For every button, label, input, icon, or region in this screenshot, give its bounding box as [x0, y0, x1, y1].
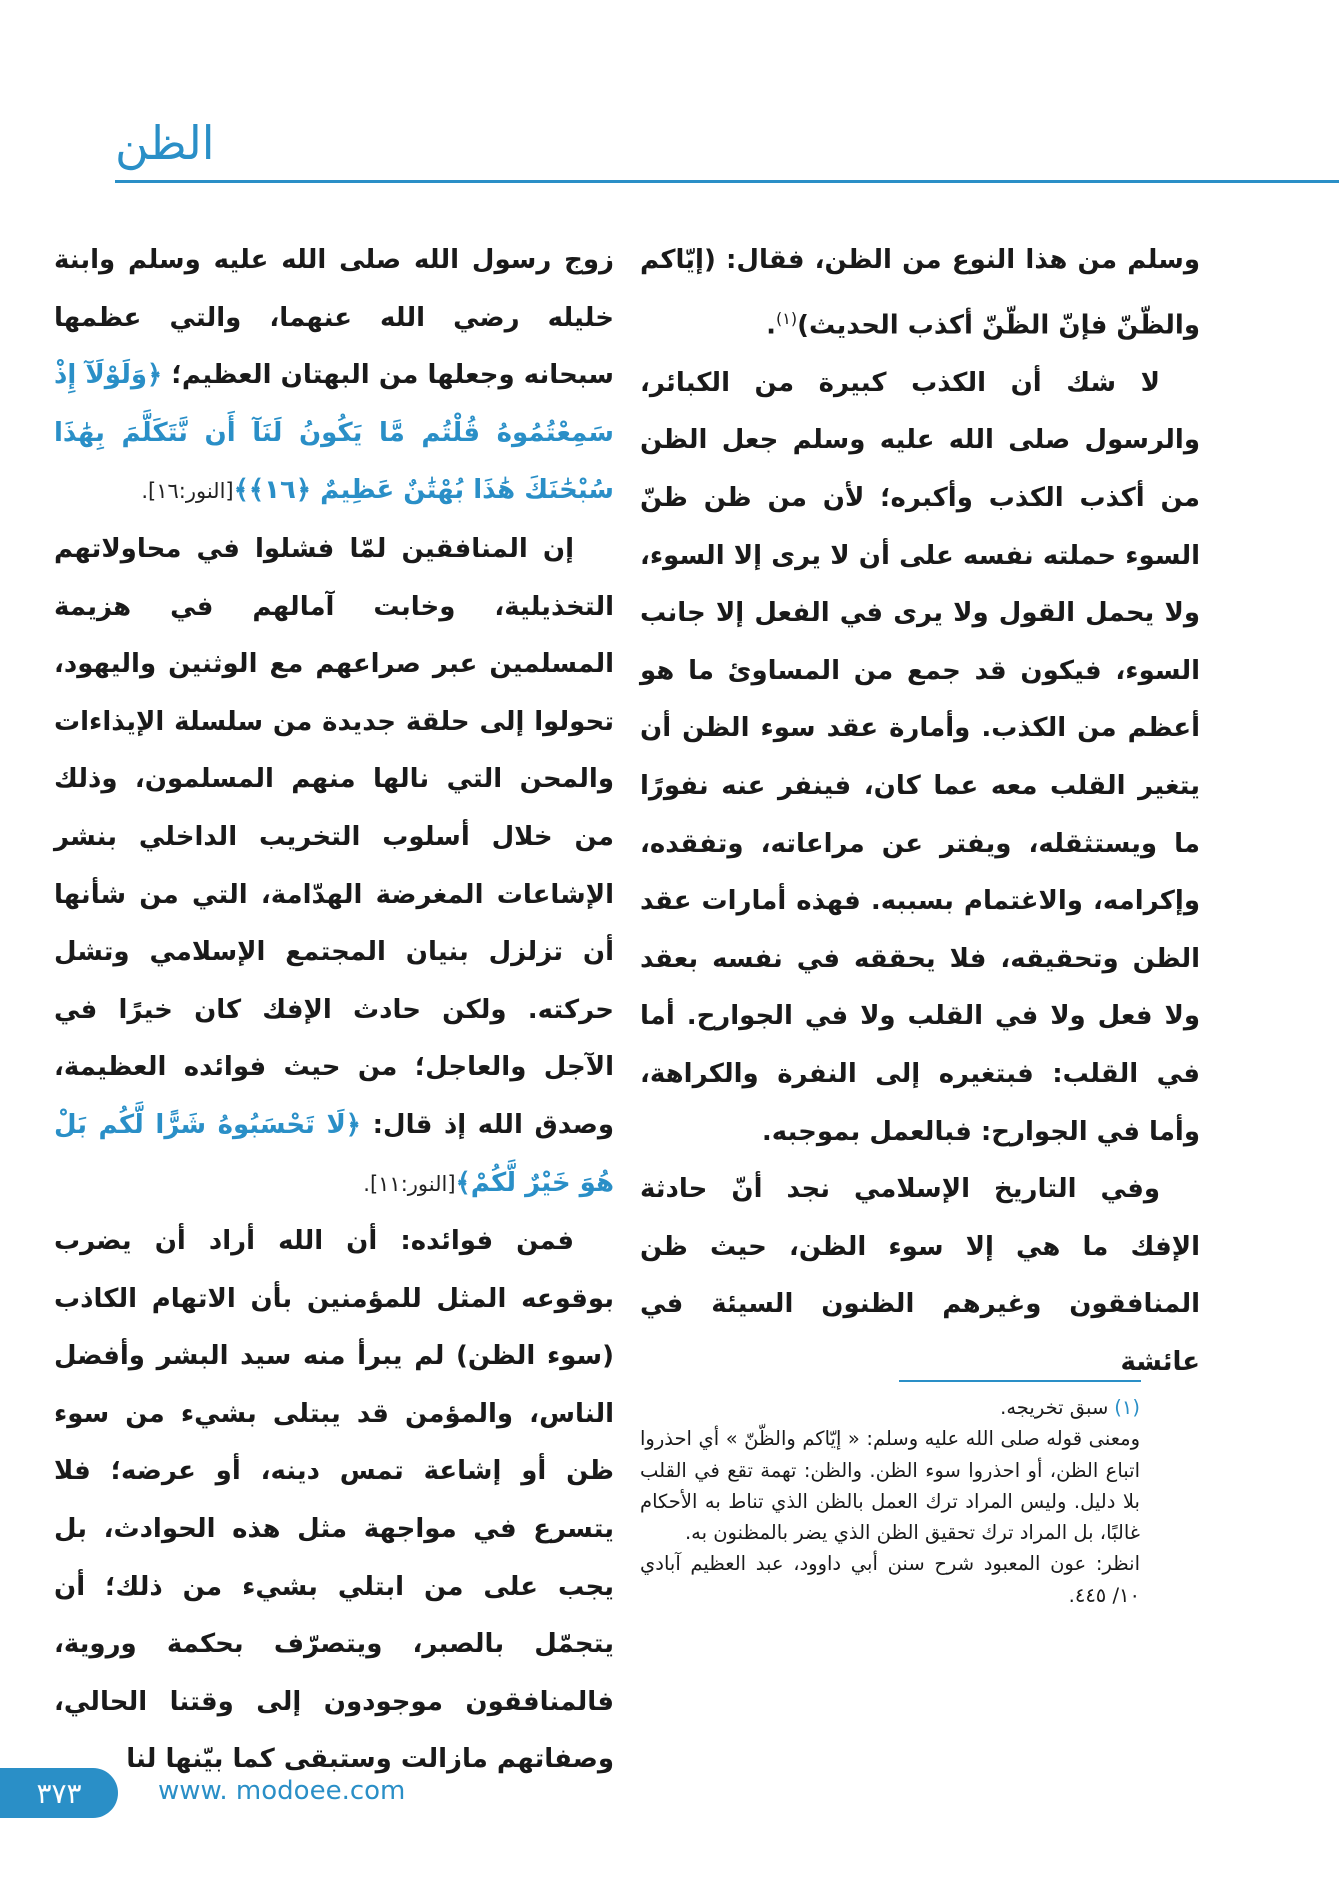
paragraph-text: .	[766, 310, 776, 341]
paragraph: لا شك أن الكذب كبيرة من الكبائر، والرسول صلى الله عليه وسلم جعل الظن من أكذب الكذب وأكبره؛ لأن من ظن ظنّ السوء حملته نفسه على أن لا يرى إلا السوء، ولا يحمل القول ولا يرى في الفعل إلا جانب السوء، فيكون قد جمع من المساوئ ما هو أعظم من الكذب. وأمارة عقد سوء الظن أن يتغير القلب معه عما كان، فينفر عنه نفورًا ما ويستثقله، ويفتر عن مراعاته، وتفقده، وإكرامه، والاغتمام بسببه. فهذه أمارات عقد الظن وتحقيقه، فلا يحققه في نفسه بعقد ولا فعل ولا في القلب ولا في الجوارح. أما في القلب: فبتغيره إلى النفرة والكراهة، وأما في الجوارح: فبالعمل بموجبه.	[640, 367, 1200, 1147]
paragraph-text: وسلم من هذا النوع من الظن، فقال: (إيّاكم والظّنّ فإنّ الظّنّ أكذب الحديث)	[640, 245, 1200, 341]
paragraph: فمن فوائده: أن الله أراد أن يضرب بوقوعه المثل للمؤمنين بأن الاتهام الكاذب (سوء الظن) لم يبرأ منه سيد البشر وأفضل الناس، والمؤمن قد يبتلى بشيء من سوء ظن أو إشاعة تمس دينه، أو عرضه؛ فلا يتسرع في مواجهة مثل هذه الحوادث، بل يجب على من ابتلي بشيء من ذلك؛ أن يتجمّل بالصبر، ويتصرّف بحكمة وروية، فالمنافقون موجودون إلى وقتنا الحالي، وصفاتهم مازالت وستبقى كما بيّنها لنا	[54, 1226, 614, 1775]
page-number-badge: ٣٧٣	[0, 1768, 118, 1818]
website-link[interactable]: www. modoee.com	[158, 1776, 406, 1806]
paragraph	[54, 232, 614, 521]
verse-reference: [النور:١١].	[363, 1171, 456, 1196]
quran-verse: ﴿لَا تَحْسَبُوهُ شَرًّا لَّكُم بَلْ هُوَ خَيْرٌ لَّكُمْ﴾	[54, 1109, 614, 1198]
paragraph-text: إن المنافقين لمّا فشلوا في محاولاتهم التخذيلية، وخابت آمالهم في هزيمة المسلمين عبر صراعهم مع الوثنين واليهود، تحولوا إلى حلقة جديدة من سلسلة الإيذاءات والمحن التي نالها منهم المسلمون، وذلك من خلال أسلوب التخريب الداخلي بنشر الإشاعات المغرضة الهدّامة، التي من شأنها أن تزلزل بنيان المجتمع الإسلامي وتشل حركته. ولكن حادث الإفك كان خيرًا في الآجل والعاجل؛ من حيث فوائده العظيمة، وصدق الله إذ قال:	[54, 533, 614, 1140]
paragraph	[640, 232, 1200, 355]
page-title: الظن	[115, 116, 215, 170]
footnote-number: (١)	[1114, 1396, 1140, 1419]
footnote-text: سبق تخريجه.	[1000, 1396, 1109, 1419]
footnote-line: ومعنى قوله صلى الله عليه وسلم: « إيّاكم والظّنّ » أي احذروا اتباع الظن، أو احذروا سوء الظن. والظن: تهمة تقع في القلب بلا دليل. وليس المراد ترك العمل بالظن الذي تناط به الأحكام غالبًا، بل المراد ترك تحقيق الظن الذي يضر بالمظنون به.	[640, 1427, 1140, 1545]
paragraph	[54, 521, 614, 1213]
title-rule	[115, 180, 1339, 183]
footnote-marker[interactable]: (١)	[775, 308, 798, 328]
paragraph-text: زوج رسول الله صلى الله عليه وسلم وابنة خليله رضي الله عنهما، والتي عظمها سبحانه وجعلها من البهتان العظيم؛	[54, 245, 614, 391]
left-column	[54, 232, 614, 1789]
footnote-line: انظر: عون المعبود شرح سنن أبي داوود، عبد العظيم آبادي ١٠/ ٤٤٥.	[640, 1552, 1140, 1607]
footnotes	[640, 1392, 1140, 1611]
verse-reference: [النور:١٦].	[141, 479, 234, 504]
right-column	[640, 232, 1200, 1392]
quran-verse: ﴿وَلَوْلَآ إِذْ سَمِعْتُمُوهُ قُلْتُم مَّا يَكُونُ لَنَآ أَن نَّتَكَلَّمَ بِهَٰذَا سُبْحَٰنَكَ هَٰذَا بُهْتَٰنٌ عَظِيمٌ ﴿١٦﴾﴾	[54, 360, 614, 506]
footnote-rule	[899, 1380, 1141, 1382]
paragraph: وفي التاريخ الإسلامي نجد أنّ حادثة الإفك ما هي إلا سوء الظن، حيث ظن المنافقون وغيرهم الظنون السيئة في عائشة	[640, 1174, 1200, 1377]
footnote-line	[640, 1392, 1140, 1423]
